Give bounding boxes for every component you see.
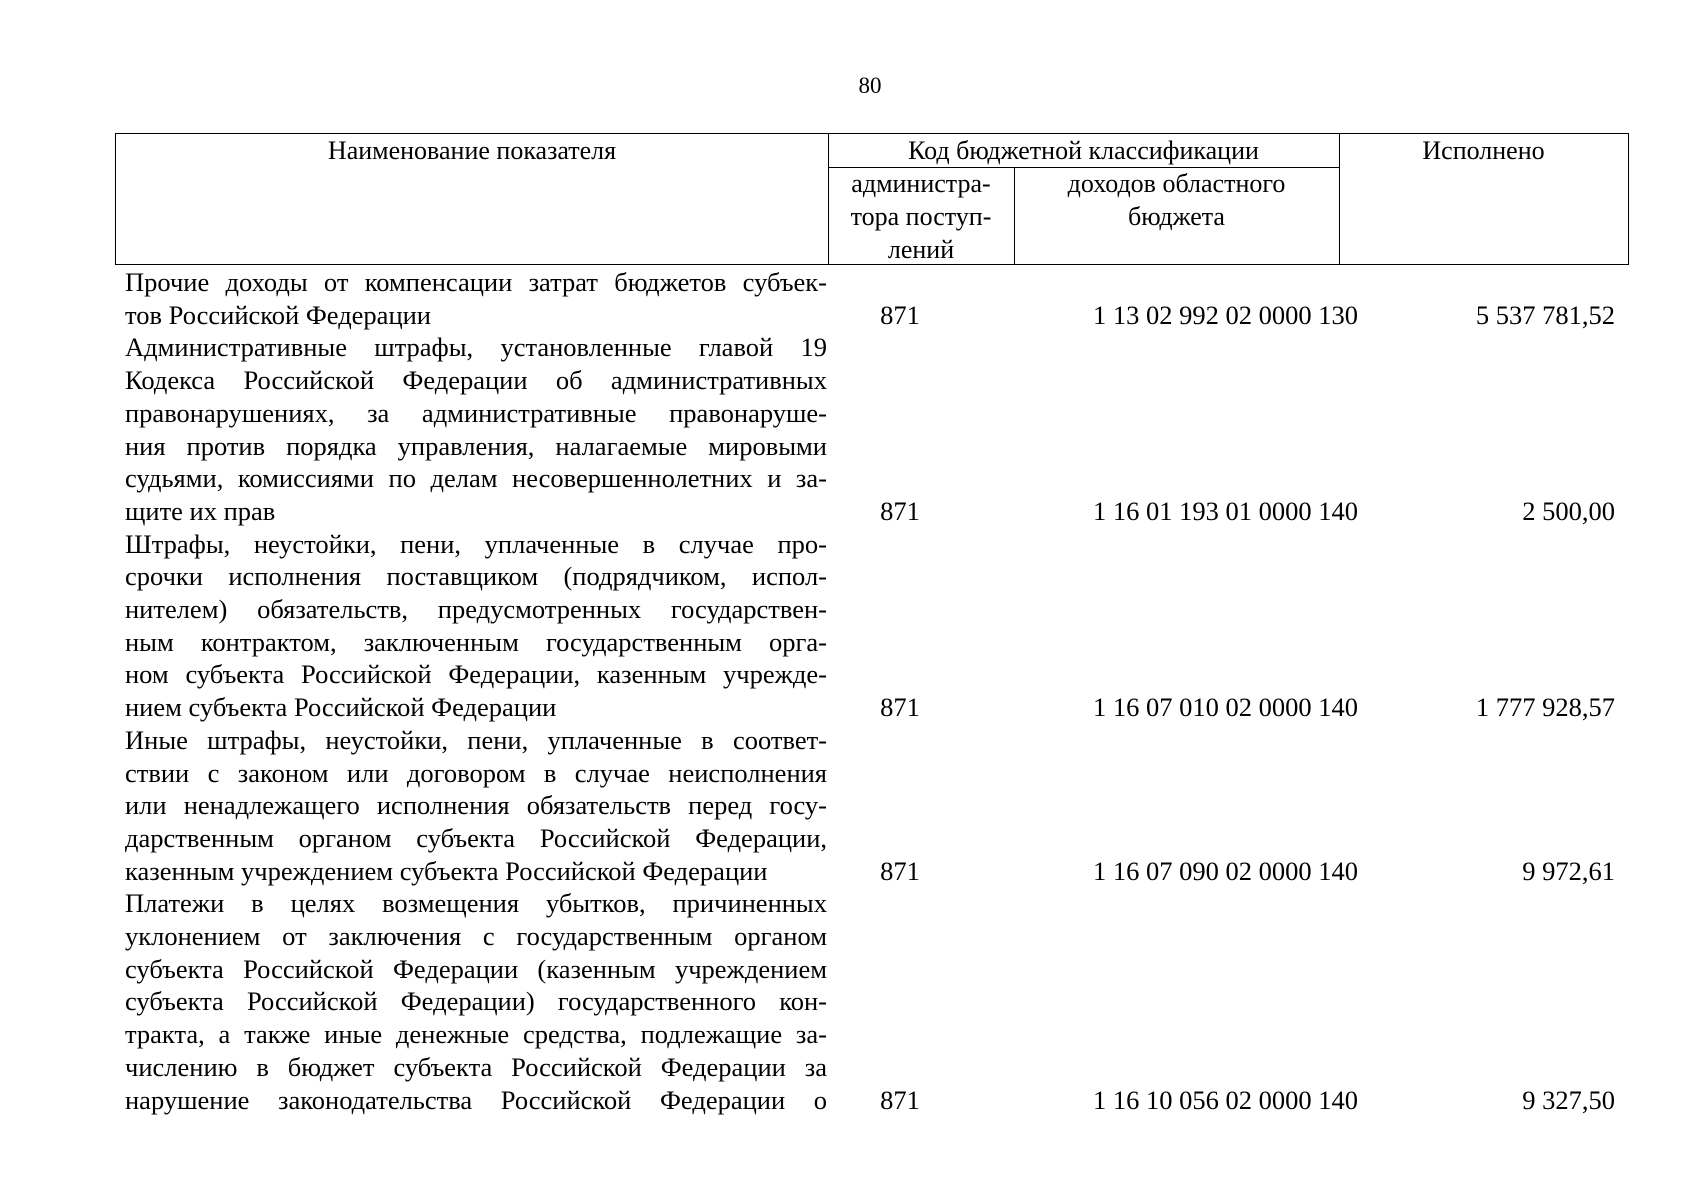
row-budget-code: 1 16 07 090 02 0000 140 — [1093, 855, 1358, 886]
row-name: Штрафы, неустойки, пени, уплаченные в случае про- срочки исполнения поставщиком (подрядчиком, испол- нителем) обязательств, предусмотренных государствен- ным контрактом, заключенным государственным орга- ном субъекта Российской Федерации, казенным учрежде- нием субъекта Российской Федерации — [125, 528, 827, 723]
row-budget-code: 1 13 02 992 02 0000 130 — [1093, 299, 1358, 330]
row-admin-code: 871 — [880, 495, 920, 526]
table-body — [125, 266, 1625, 1116]
row-admin-code: 871 — [880, 1084, 920, 1115]
row-admin-code: 871 — [880, 855, 920, 886]
header-income: доходов областного бюджета — [1067, 169, 1286, 231]
row-name: Административные штрафы, установленные главой 19 Кодекса Российской Федерации об административных правонарушениях, за административные правонаруше- ния против порядка управления, налагаемые мировыми судьями, комиссиями по делам несовершеннолетних и за- щите их прав — [125, 332, 827, 526]
row-name: Платежи в целях возмещения убытков, причиненных уклонением от заключения с государственным органом субъекта Российской Федерации (казенным учреждением субъекта Российской Федерации) государственного кон- тракта, а также иные денежные средства, подлежащие за- числению в бюджет субъекта Российской Федерации за нарушение законодательства Российской Федерации о — [125, 888, 827, 1115]
row-budget-code: 1 16 01 193 01 0000 140 — [1093, 495, 1358, 526]
row-budget-code: 1 16 10 056 02 0000 140 — [1093, 1084, 1358, 1115]
header-code-group: Код бюджетной классификации — [908, 136, 1259, 165]
row-amount: 9 972,61 — [1522, 855, 1615, 886]
header-executed: Исполнено — [1422, 136, 1545, 165]
table-row — [125, 266, 1625, 331]
row-name: Прочие доходы от компенсации затрат бюджетов субъек- тов Российской Федерации — [125, 267, 827, 330]
row-name: Иные штрафы, неустойки, пени, уплаченные в соответ- ствии с законом или договором в случае неисполнения или ненадлежащего исполнения обязательств перед госу- дарственным органом субъекта Российской Федерации, казенным учреждением субъекта Российской Федерации — [125, 724, 827, 886]
table-header — [115, 133, 1629, 265]
table-row — [125, 528, 1625, 724]
row-amount: 5 537 781,52 — [1475, 299, 1615, 330]
row-amount: 1 777 928,57 — [1475, 692, 1615, 723]
table-row — [125, 331, 1625, 527]
table-row — [125, 724, 1625, 888]
table-row — [125, 887, 1625, 1116]
row-budget-code: 1 16 07 010 02 0000 140 — [1093, 692, 1358, 723]
row-admin-code: 871 — [880, 299, 920, 330]
row-amount: 9 327,50 — [1522, 1084, 1615, 1115]
header-name: Наименование показателя — [327, 136, 617, 165]
row-amount: 2 500,00 — [1522, 495, 1615, 526]
page-number: 80 — [858, 73, 882, 98]
header-admin: администра- тора поступ- лений — [850, 169, 992, 264]
row-admin-code: 871 — [880, 692, 920, 723]
